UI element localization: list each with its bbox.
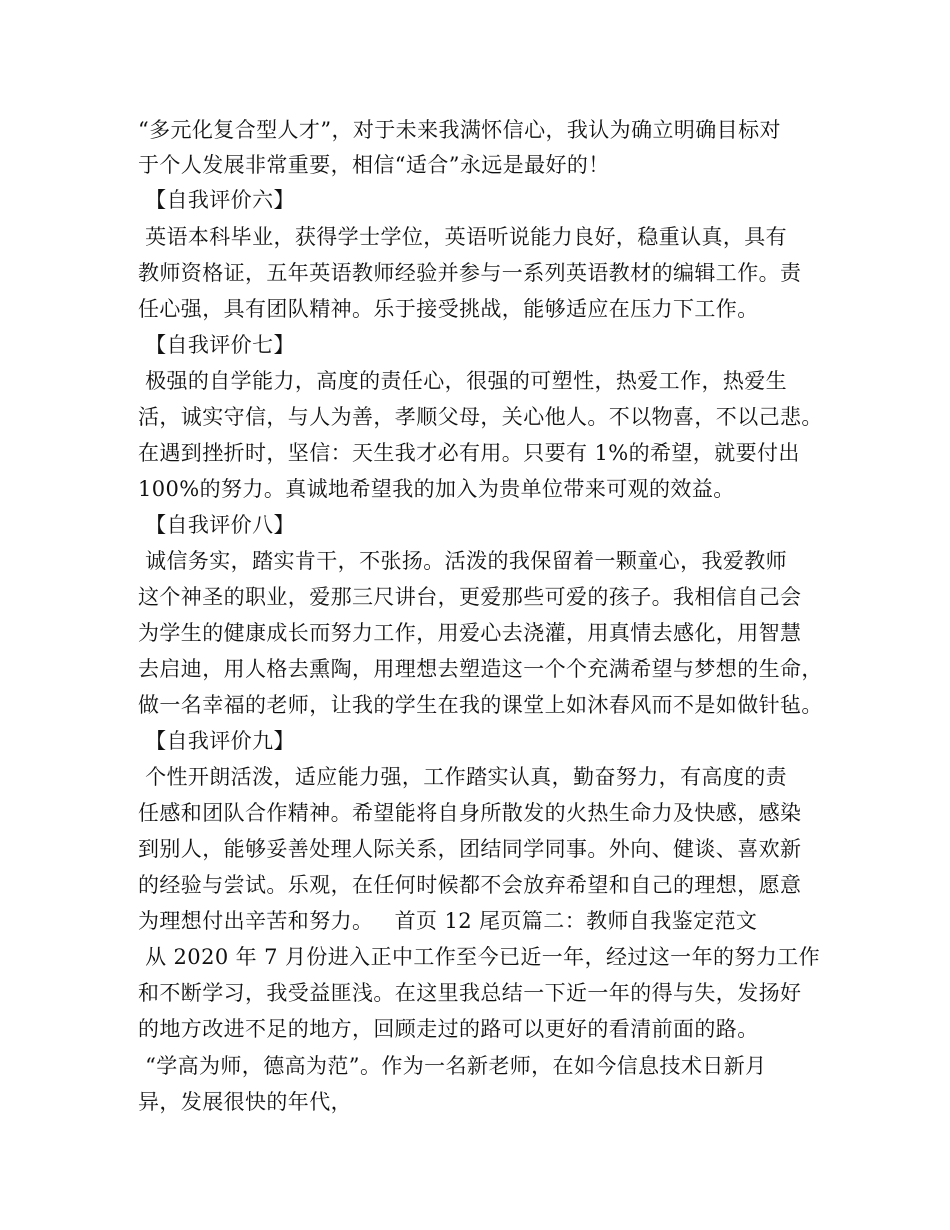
- text-line: 任心强，具有团队精神。乐于接受挑战，能够适应在压力下工作。: [138, 297, 759, 321]
- text-line: 到别人，能够妥善处理人际关系，团结同学同事。外向、健谈、喜欢新: [138, 837, 802, 861]
- text-line: 在遇到挫折时，坚信：天生我才必有用。只要有 1%的希望，就要付出: [138, 441, 800, 465]
- text-line: “多元化复合型人才”，对于未来我满怀信心，我认为确立明确目标对: [138, 118, 781, 142]
- text-line: 100%的努力。真诚地希望我的加入为贵单位带来可观的效益。: [138, 477, 735, 501]
- text-line: 个性开朗活泼，适应能力强，工作踏实认真，勤奋努力，有高度的责: [138, 765, 788, 789]
- text-line: 这个神圣的职业，爱那三尺讲台，更爱那些可爱的孩子。我相信自己会: [138, 585, 802, 609]
- text-line: 从 2020 年 7 月份进入正中工作至今已近一年，经过这一年的努力工作: [138, 945, 820, 969]
- section-heading: 【自我评价八】: [138, 513, 295, 537]
- text-line: 的地方改进不足的地方，回顾走过的路可以更好的看清前面的路。: [138, 1017, 759, 1041]
- section-heading: 【自我评价六】: [138, 188, 295, 212]
- text-line: 和不断学习，我受益匪浅。在这里我总结一下近一年的得与失，发扬好: [138, 981, 802, 1005]
- section-heading: 【自我评价九】: [138, 729, 295, 753]
- text-line: 极强的自学能力，高度的责任心，很强的可塑性，热爱工作，热爱生: [138, 369, 788, 393]
- section-heading: 【自我评价七】: [138, 333, 295, 357]
- text-line: 活，诚实守信，与人为善，孝顺父母，关心他人。不以物喜，不以己悲。: [138, 405, 823, 429]
- text-line: 任感和团队合作精神。希望能将自身所散发的火热生命力及快感，感染: [138, 801, 802, 825]
- text-line: 去启迪，用人格去熏陶，用理想去塑造这一个个充满希望与梦想的生命，: [138, 657, 823, 681]
- text-line: 做一名幸福的老师，让我的学生在我的课堂上如沐春风而不是如做针毡。: [138, 693, 823, 717]
- text-line: 于个人发展非常重要，相信“适合”永远是最好的！: [138, 153, 610, 177]
- text-line: 异，发展很快的年代，: [138, 1090, 352, 1114]
- text-line: 的经验与尝试。乐观，在任何时候都不会放弃希望和自己的理想，愿意: [138, 873, 802, 897]
- text-line: 教师资格证，五年英语教师经验并参与一系列英语教材的编辑工作。责: [138, 261, 802, 285]
- text-line: “学高为师，德高为范”。作为一名新老师，在如今信息技术日新月: [138, 1054, 767, 1078]
- text-line: 为学生的健康成长而努力工作，用爱心去浇灌，用真情去感化，用智慧: [138, 621, 802, 645]
- text-line: 诚信务实，踏实肯干，不张扬。活泼的我保留着一颗童心，我爱教师: [138, 549, 788, 573]
- text-line: 英语本科毕业，获得学士学位，英语听说能力良好，稳重认真，具有: [138, 225, 788, 249]
- text-line: 为理想付出辛苦和努力。 首页 12 尾页篇二：教师自我鉴定范文: [138, 909, 758, 933]
